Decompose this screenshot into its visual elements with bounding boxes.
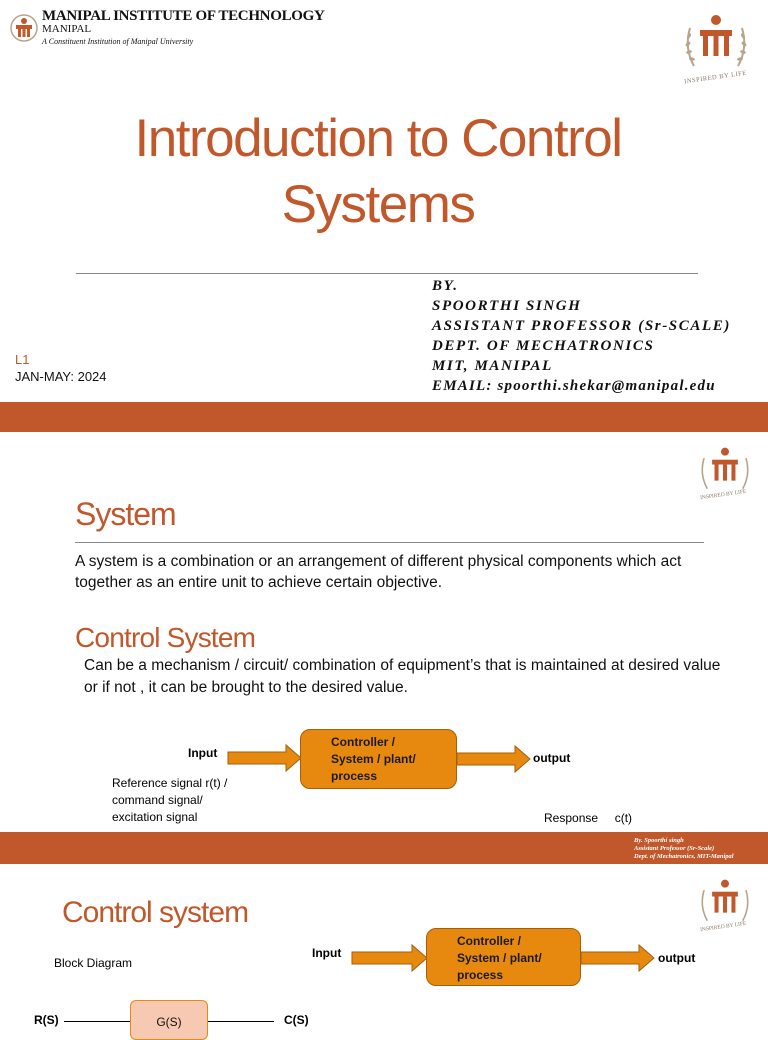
- page-title-line2: Systems: [281, 175, 475, 234]
- author-line: ASSISTANT PROFESSOR (Sr-SCALE): [432, 318, 731, 334]
- reference-line: Reference signal r(t) /: [112, 776, 228, 790]
- input-arrow: [228, 744, 302, 772]
- author-block: [432, 276, 731, 396]
- footer-credit: [634, 837, 734, 861]
- slide-divider-band: [0, 402, 768, 432]
- slide-footer-band: [0, 832, 768, 864]
- institute-name: MANIPAL INSTITUTE OF TECHNOLOGY: [42, 8, 325, 24]
- controller-box-line: Controller /: [457, 934, 522, 948]
- author-line: MIT, MANIPAL: [432, 358, 553, 374]
- input-label: Input: [312, 946, 342, 960]
- lecture-code: L1: [15, 352, 30, 367]
- footer-line: Assistant Professor (Sr-Scale): [634, 845, 715, 852]
- input-label: Input: [188, 746, 218, 760]
- heading-system: System: [75, 496, 176, 532]
- footer-line: By. Spoorthi singh: [634, 837, 684, 844]
- emblem-motto: INSPIRED BY LIFE: [699, 920, 747, 934]
- author-line: SPOORTHI SINGH: [432, 298, 582, 314]
- gs-block: [130, 1000, 208, 1040]
- rs-line: [64, 1021, 130, 1022]
- output-arrow: [581, 944, 655, 972]
- reference-signal-text: [112, 775, 227, 826]
- response-line: Response c(t): [544, 811, 633, 825]
- footer-line: Dept. of Mechatronics, MIT-Manipal: [634, 853, 734, 860]
- heading-control-system: Control System: [75, 622, 256, 653]
- cs-line: [208, 1021, 274, 1022]
- institute-city: MANIPAL: [42, 23, 92, 35]
- system-slide: [0, 432, 768, 832]
- output-label: output: [533, 751, 571, 765]
- heading-divider: [75, 542, 704, 543]
- controller-box-line: process: [331, 769, 378, 783]
- author-line: DEPT. OF MECHATRONICS: [432, 338, 655, 354]
- reference-line: excitation signal: [112, 810, 198, 824]
- author-line: EMAIL: spoorthi.shekar@manipal.edu: [432, 378, 716, 394]
- heading-control-system: Control system: [62, 896, 249, 929]
- emblem-motto: INSPIRED BY LIFE: [683, 69, 748, 86]
- page-title-line1: Introduction to Control: [134, 109, 622, 168]
- controller-box-line: System / plant/: [457, 951, 542, 965]
- institute-constituent: A Constituent Institution of Manipal University: [42, 37, 194, 46]
- rs-label: R(S): [34, 1013, 59, 1027]
- control-system-definition: Can be a mechanism / circuit/ combination of equipment’s that is maintained at desired value or if not , it can be brought to the desired value.: [84, 657, 721, 696]
- emblem-motto: INSPIRED BY LIFE: [699, 488, 747, 502]
- output-label: output: [658, 951, 696, 965]
- institute-small-logo-icon: [10, 10, 38, 46]
- cs-label: C(S): [284, 1013, 309, 1027]
- controller-box-line: process: [457, 968, 504, 982]
- block-diagram-label: Block Diagram: [54, 956, 133, 970]
- session-label: JAN-MAY: 2024: [15, 369, 107, 384]
- control-system-slide: [0, 864, 768, 1029]
- title-divider: [76, 273, 698, 274]
- controller-box: [426, 928, 581, 986]
- controller-box-line: System / plant/: [331, 752, 416, 766]
- controller-box-line: Controller /: [331, 735, 396, 749]
- gs-label: G(S): [156, 1015, 182, 1029]
- controller-box: [300, 729, 457, 789]
- input-arrow: [352, 944, 428, 972]
- system-definition: A system is a combination or an arrangement of different physical components which act together as an entire unit to achieve certain objective.: [75, 553, 682, 591]
- author-line: BY.: [432, 278, 459, 294]
- reference-line: command signal/: [112, 793, 203, 807]
- output-arrow: [457, 745, 531, 773]
- title-slide: [0, 0, 768, 402]
